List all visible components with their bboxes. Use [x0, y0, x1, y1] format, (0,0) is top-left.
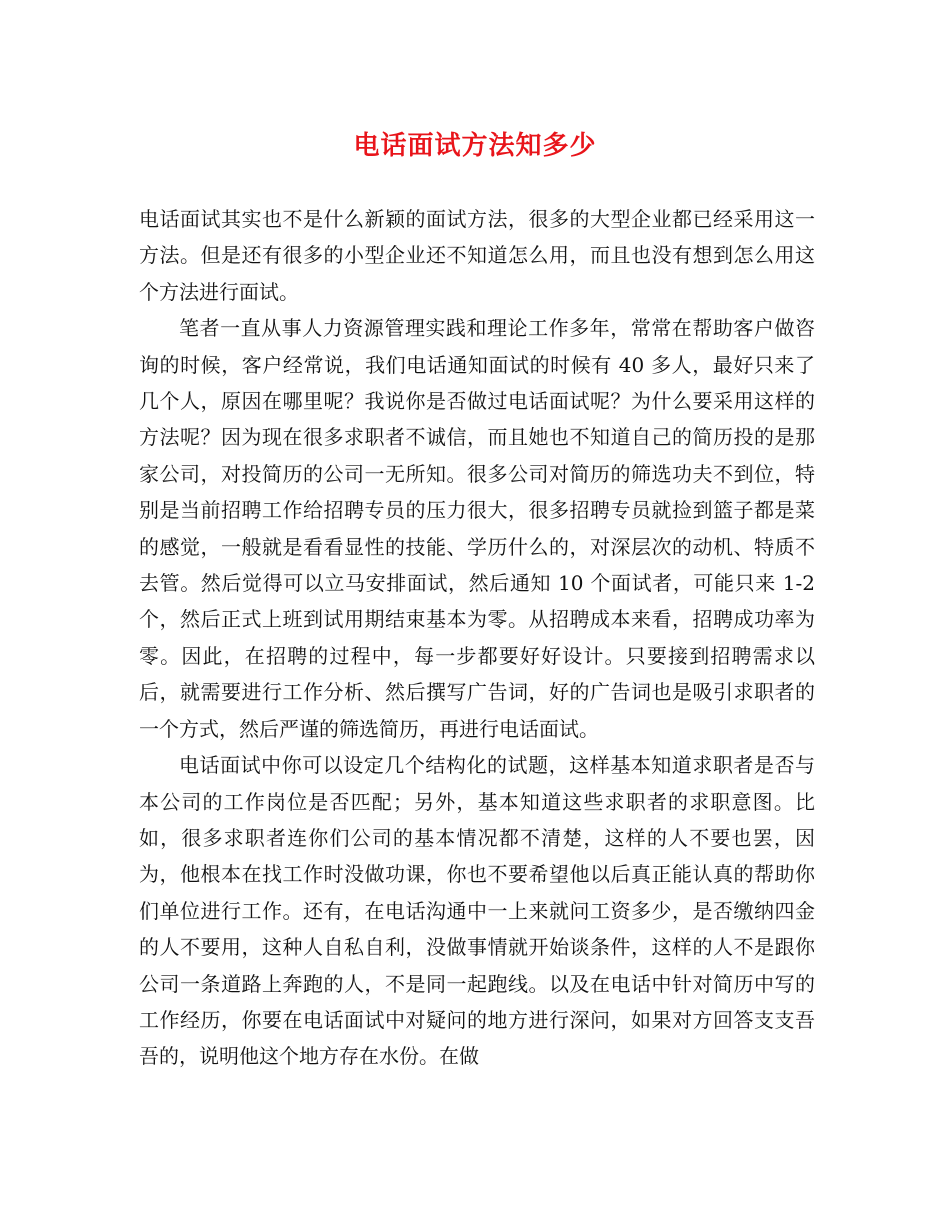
- document-title: 电话面试方法知多少: [353, 131, 597, 161]
- paragraph-phone-interview-method: 电话面试中你可以设定几个结构化的试题，这样基本知道求职者是否与本公司的工作岗位是否匹配；另外，基本知道这些求职者的求职意图。比如，很多求职者连你们公司的基本情况都不清楚，这样的人不要也罢，因为，他根本在找工作时没做功课，你也不要希望他以后真正能认真的帮助你们单位进行工作。还有，在电话沟通中一上来就问工资多少，是否缴纳四金的人不要用，这种人自私自利，没做事情就开始谈条件，这样的人不是跟你公司一条道路上奔跑的人，不是同一起跑线。以及在电话中针对简历中写的工作经历，你要在电话面试中对疑问的地方进行深问，如果对方回答支支吾吾的，说明他这个地方存在水份。在做: [139, 753, 815, 1069]
- document-body: [139, 201, 815, 1075]
- paragraph-intro: 电话面试其实也不是什么新颖的面试方法，很多的大型企业都已经采用这一方法。但是还有很多的小型企业还不知道怎么用，而且也没有想到怎么用这个方法进行面试。: [139, 207, 815, 304]
- paragraph-author-experience: 笔者一直从事人力资源管理实践和理论工作多年，常常在帮助客户做咨询的时候，客户经常说，我们电话通知面试的时候有 40 多人，最好只来了几个人，原因在哪里呢？我说你是否做过电话面试呢？为什么要采用这样的方法呢？因为现在很多求职者不诚信，而且她也不知道自己的简历投的是那家公司，对投简历的公司一无所知。很多公司对简历的筛选功夫不到位，特别是当前招聘工作给招聘专员的压力很大，很多招聘专员就捡到篮子都是菜的感觉，一般就是看看显性的技能、学历什么的，对深层次的动机、特质不去管。然后觉得可以立马安排面试，然后通知 10 个面试者，可能只来 1-2 个，然后正式上班到试用期结束基本为零。从招聘成本来看，招聘成功率为零。因此，在招聘的过程中，每一步都要好好设计。只要接到招聘需求以后，就需要进行工作分析、然后撰写广告词，好的广告词也是吸引求职者的一个方式，然后严谨的筛选简历，再进行电话面试。: [139, 316, 815, 741]
